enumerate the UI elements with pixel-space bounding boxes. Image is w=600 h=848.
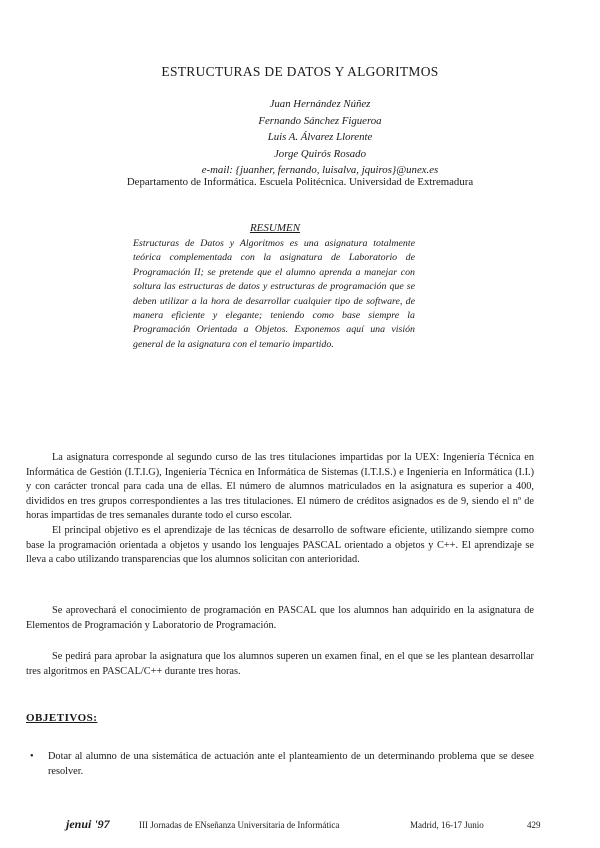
bullet-icon: • bbox=[30, 751, 34, 762]
conference-place-date: Madrid, 16-17 Junio bbox=[410, 820, 484, 830]
author-name: Juan Hernández Núñez bbox=[269, 98, 371, 110]
author-name: Fernando Sánchez Figueroa bbox=[258, 114, 382, 127]
author-name: Luis A. Álvarez Llorente bbox=[267, 131, 373, 143]
paragraph-text: Se pedirá para aprobar la asignatura que los alumnos superen un examen final, en el que se les plantean desarrollar tres algoritmos en PASCAL/C++ durante tres horas. bbox=[26, 651, 534, 677]
abstract-body: Estructuras de Datos y Algoritmos es una asignatura totalmente teórica complementada con la asignatura de Laboratorio de Programación II; se pretende que el alumno aprenda a manejar con soltura las estructuras de datos y estructuras de programación que se deben utilizar a la hora de desarrollar cualquier tipo de software, de manera eficiente y elegante; teniendo como base siempre la Programación Orientada a Objetos. Exponemos aquí una visión general de la asignatura con el temario impartido. bbox=[133, 238, 415, 350]
bullet-text: Dotar al alumno de una sistemática de actuación ante el planteamiento de un determinando problema que se desee resolver. bbox=[48, 751, 534, 777]
paper-title: ESTRUCTURAS DE DATOS Y ALGORITMOS bbox=[161, 64, 439, 79]
paragraph-text: Se aprovechará el conocimiento de programación en PASCAL que los alumnos han adquirido en la asignatura de Elementos de Programación y Laboratorio de Programación. bbox=[26, 605, 534, 631]
conference-logo: jenui '97 bbox=[66, 817, 110, 831]
section-heading: OBJETIVOS: bbox=[26, 712, 98, 724]
abstract-heading: RESUMEN bbox=[249, 222, 301, 234]
affiliation: Departamento de Informática. Escuela Politécnica. Universidad de Extremadura bbox=[126, 176, 474, 188]
paragraph-text: La asignatura corresponde al segundo curso de las tres titulaciones impartidas por la UEX: Ingeniería Técnica en Informática de Gestión (I.T.I.G), Ingeniería Técnica en Informática de Sistemas (I.T.I.S.) e Ingeniería en Informática (I.I.) y con carácter troncal para cada una de ellas. El número de alumnos matriculados en la asignatura es superior a 400, divididos en tres grupos correspondientes a las tres titulaciones. El número de créditos asignados es de 9, siendo el nº de horas impartidas de tres semanales durante todo el curso escolar. bbox=[26, 452, 534, 522]
paragraph-text: El principal objetivo es el aprendizaje de las técnicas de desarrollo de software eficiente, utilizando siempre como base la programación orientada a objetos y usando los lenguajes PASCAL orientado a objetos y C++. El aprendizaje se lleva a cabo utilizando transparencias que los alumnos solicitan con anterioridad. bbox=[26, 525, 534, 566]
author-name: Jorge Quirós Rosado bbox=[274, 147, 366, 160]
bullet-item bbox=[30, 749, 534, 779]
body-paragraph bbox=[26, 524, 534, 568]
body-paragraph bbox=[26, 650, 534, 679]
author-block bbox=[110, 96, 530, 179]
body-paragraph bbox=[26, 451, 534, 524]
page-number: 429 bbox=[527, 820, 541, 830]
author-email: e-mail: {juanher, fernando, luisalva, jquiros}@unex.es bbox=[201, 164, 439, 176]
body-paragraph bbox=[26, 604, 534, 633]
page-footer bbox=[0, 817, 600, 838]
conference-name: III Jornadas de ENseñanza Universitaria de Informática bbox=[139, 820, 340, 830]
